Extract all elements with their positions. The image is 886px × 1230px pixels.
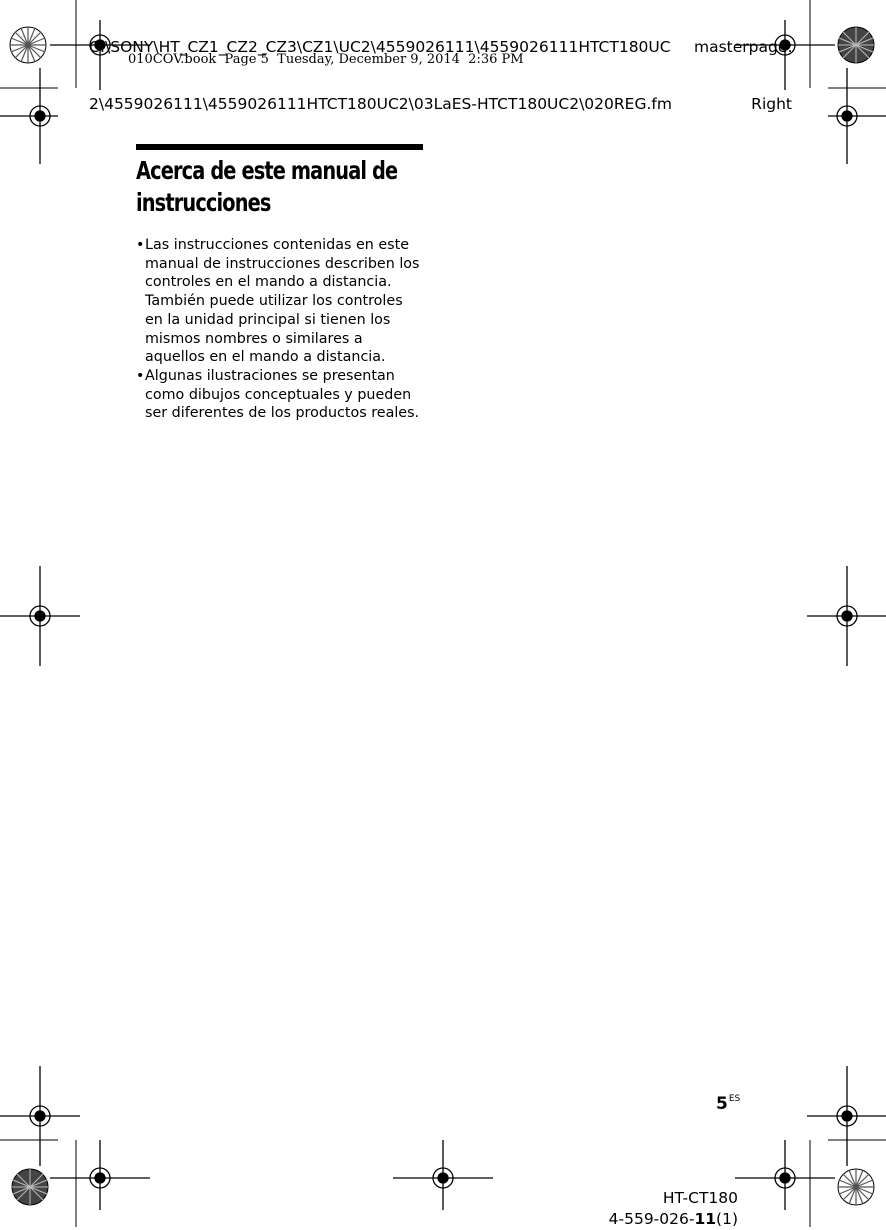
bullet-text-line: Las instrucciones contenidas en este: [145, 237, 410, 253]
crosshair-mark: [807, 1066, 886, 1166]
crosshair-mark: [50, 1140, 150, 1210]
crosshair-mark: [735, 1140, 835, 1210]
list-item: [136, 236, 426, 367]
part-number-suffix: (1): [716, 1210, 738, 1228]
bullet-list: [136, 236, 426, 423]
section-heading: [136, 155, 398, 219]
heading-rule: [136, 144, 423, 150]
list-item: [136, 367, 426, 423]
bullet-text-line: aquellos en el mando a distancia.: [145, 349, 386, 366]
starburst-mark-bottom-right: [838, 1169, 874, 1205]
bullet-text-line: controles en el mando a distancia.: [145, 274, 392, 291]
bullet-text-line: ser diferentes de los productos reales.: [145, 405, 420, 422]
bullet-text-line: También puede utilizar los controles: [145, 293, 403, 310]
masterpage-line-2: Right: [751, 95, 792, 113]
starburst-mark-bottom-left: [12, 1169, 48, 1205]
book-info: 010COV.book Page 5 Tuesday, December 9, 2014 2:36 PM: [128, 52, 524, 67]
page-language-suffix: ES: [728, 1094, 741, 1104]
starburst-mark-top-left: [10, 27, 46, 63]
crosshair-mark: [0, 68, 58, 164]
file-path-line-1: C:\SONY\HT_CZ1_CZ2_CZ3\CZ1\UC2\4559026111\4559026111HTCT180UC: [89, 38, 671, 56]
page-number: [716, 1094, 740, 1114]
bullet-symbol: •: [136, 367, 145, 384]
crosshair-mark: [393, 1140, 493, 1210]
part-number-bold: 11: [694, 1210, 717, 1228]
model-info: [600, 1188, 738, 1230]
crosshair-mark: [828, 68, 886, 164]
heading-line-2: instrucciones: [136, 188, 271, 217]
crosshair-mark: [807, 566, 886, 666]
bullet-text-line: en la unidad principal si tienen los: [145, 311, 391, 328]
bullet-text-line: mismos nombres o similares a: [145, 330, 363, 347]
page-number-value: 5: [716, 1094, 728, 1114]
heading-line-1: Acerca de este manual de: [136, 156, 398, 185]
masterpage-line-1: masterpage:: [694, 38, 793, 56]
bullet-symbol: •: [136, 237, 145, 253]
model-name: HT-CT180: [662, 1189, 738, 1207]
starburst-mark-top-right: [838, 27, 874, 63]
bullet-text-line: Algunas ilustraciones se presentan: [145, 367, 395, 384]
file-path-line-2: 2\4559026111\4559026111HTCT180UC2\03LaES-HTCT180UC2\020REG.fm: [89, 95, 672, 113]
bullet-text-line: como dibujos conceptuales y pueden: [145, 386, 412, 403]
crosshair-mark: [0, 1066, 80, 1166]
bullet-text-line: manual de instrucciones describen los: [145, 255, 420, 272]
masterpage-label: [694, 0, 792, 133]
crosshair-mark: [0, 566, 80, 666]
part-number-prefix: 4-559-026-: [608, 1210, 695, 1228]
